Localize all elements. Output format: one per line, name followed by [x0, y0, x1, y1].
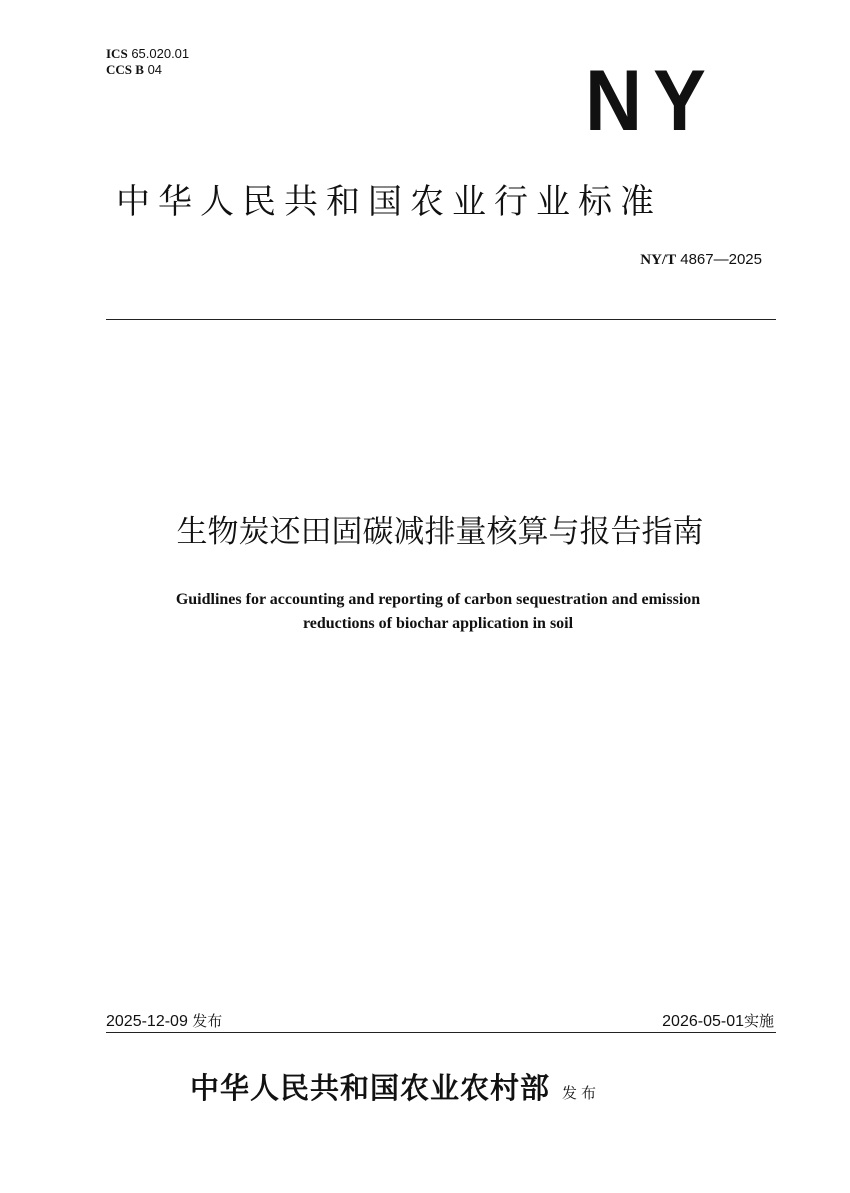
ccs-value: 04 [147, 62, 163, 77]
top-divider [106, 319, 776, 320]
publisher-suffix: 发布 [562, 1084, 601, 1102]
chinese-title: 生物炭还田固碳减排量核算与报告指南 [176, 514, 704, 550]
implementation-date-label: 实施 [743, 1012, 774, 1030]
standard-number-value: 4867—2025 [680, 251, 762, 268]
issue-date-label: 发布 [192, 1012, 223, 1030]
ics-label: ICS [106, 46, 128, 61]
ny-logo: NY [585, 53, 717, 149]
implementation-date-value: 2026-05-01 [662, 1013, 744, 1030]
ics-value: 65.020.01 [131, 46, 190, 61]
ccs-code [106, 62, 162, 78]
ics-code [106, 46, 189, 62]
english-title [100, 588, 776, 636]
english-title-line-1: Guidlines for accounting and reporting of carbon sequestration and emission [175, 591, 701, 608]
publisher [190, 1068, 600, 1113]
english-title-line-2: reductions of biochar application in soil [302, 615, 574, 632]
standard-number [640, 250, 762, 270]
issue-date [106, 1010, 222, 1033]
standard-type-title: 中华人民共和国农业行业标准 [116, 182, 662, 222]
bottom-divider [106, 1032, 776, 1033]
implementation-date [662, 1010, 774, 1033]
standard-number-prefix: NY/T [640, 252, 677, 268]
issue-date-value: 2025-12-09 [106, 1013, 188, 1030]
publisher-name: 中华人民共和国农业农村部 [190, 1071, 551, 1105]
ccs-label: CCS B [106, 62, 144, 77]
